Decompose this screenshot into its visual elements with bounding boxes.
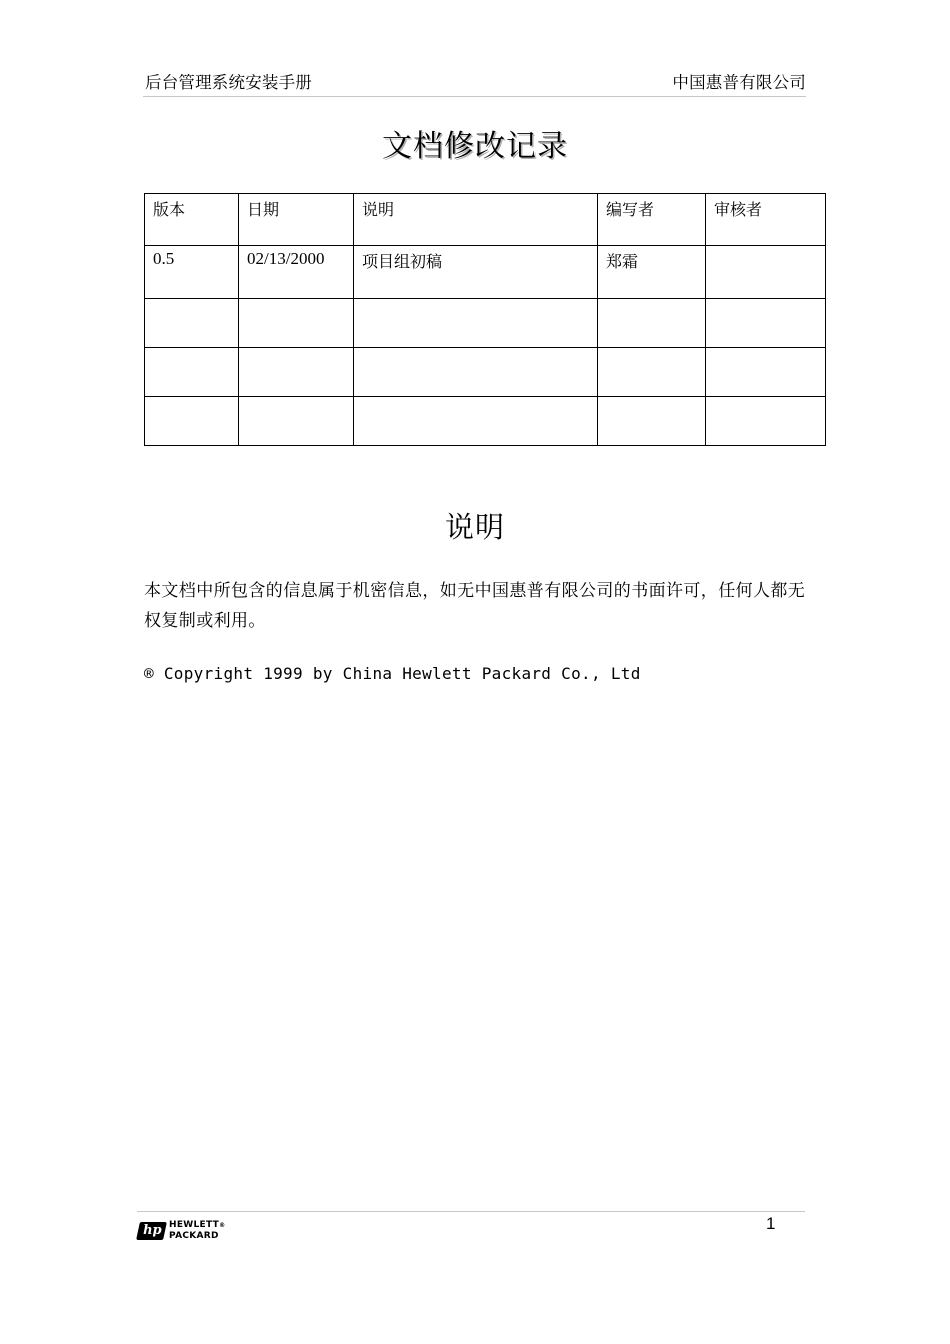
table-cell-reviewer [706,397,826,446]
table-cell-description [354,397,598,446]
header-document-title: 后台管理系统安装手册 [145,73,312,92]
table-cell-author: 郑霜 [598,246,706,299]
table-cell-author [598,299,706,348]
logo-wordmark [169,1220,225,1242]
notice-title: 说明 [444,510,505,544]
footer-divider [137,1211,805,1212]
column-header-version: 版本 [145,194,239,246]
hewlett-packard-logo [138,1220,238,1244]
column-header-reviewer: 审核者 [706,194,826,246]
table-cell-author [598,348,706,397]
table-row [145,348,826,397]
column-header-author: 编写者 [598,194,706,246]
logo-line-hewlett: HEWLETT [169,1220,220,1230]
hp-logo-icon [136,1222,167,1240]
revision-record-table [144,193,826,446]
logo-line-packard: PACKARD [169,1231,219,1241]
header-company-name: 中国惠普有限公司 [672,73,806,92]
table-row [145,299,826,348]
table-row [145,397,826,446]
table-cell-date: 02/13/2000 [239,246,354,299]
table-cell-date [239,397,354,446]
table-header-row [145,194,826,246]
column-header-description: 说明 [354,194,598,246]
table-cell-description [354,299,598,348]
table-cell-version [145,397,239,446]
copyright-line: ® Copyright 1999 by China Hewlett Packard Co., Ltd [144,664,641,683]
table-cell-version [145,299,239,348]
table-cell-version [145,348,239,397]
table-cell-version: 0.5 [145,246,239,299]
table-cell-date [239,299,354,348]
table-cell-reviewer [706,348,826,397]
logo-registered-mark: ® [219,1222,226,1229]
table-cell-description: 项目组初稿 [354,246,598,299]
revision-record-title: 文档修改记录 [382,129,568,164]
page-number: 1 [766,1214,776,1233]
header-divider [143,96,806,97]
table-cell-author [598,397,706,446]
confidentiality-notice: 本文档中所包含的信息属于机密信息，如无中国惠普有限公司的书面许可，任何人都无权复制或利用。 [144,581,806,631]
table-cell-date [239,348,354,397]
table-cell-reviewer [706,299,826,348]
table-row [145,246,826,299]
table-cell-reviewer [706,246,826,299]
column-header-date: 日期 [239,194,354,246]
hp-logo-badge-text: hp [143,1223,162,1238]
table-cell-description [354,348,598,397]
